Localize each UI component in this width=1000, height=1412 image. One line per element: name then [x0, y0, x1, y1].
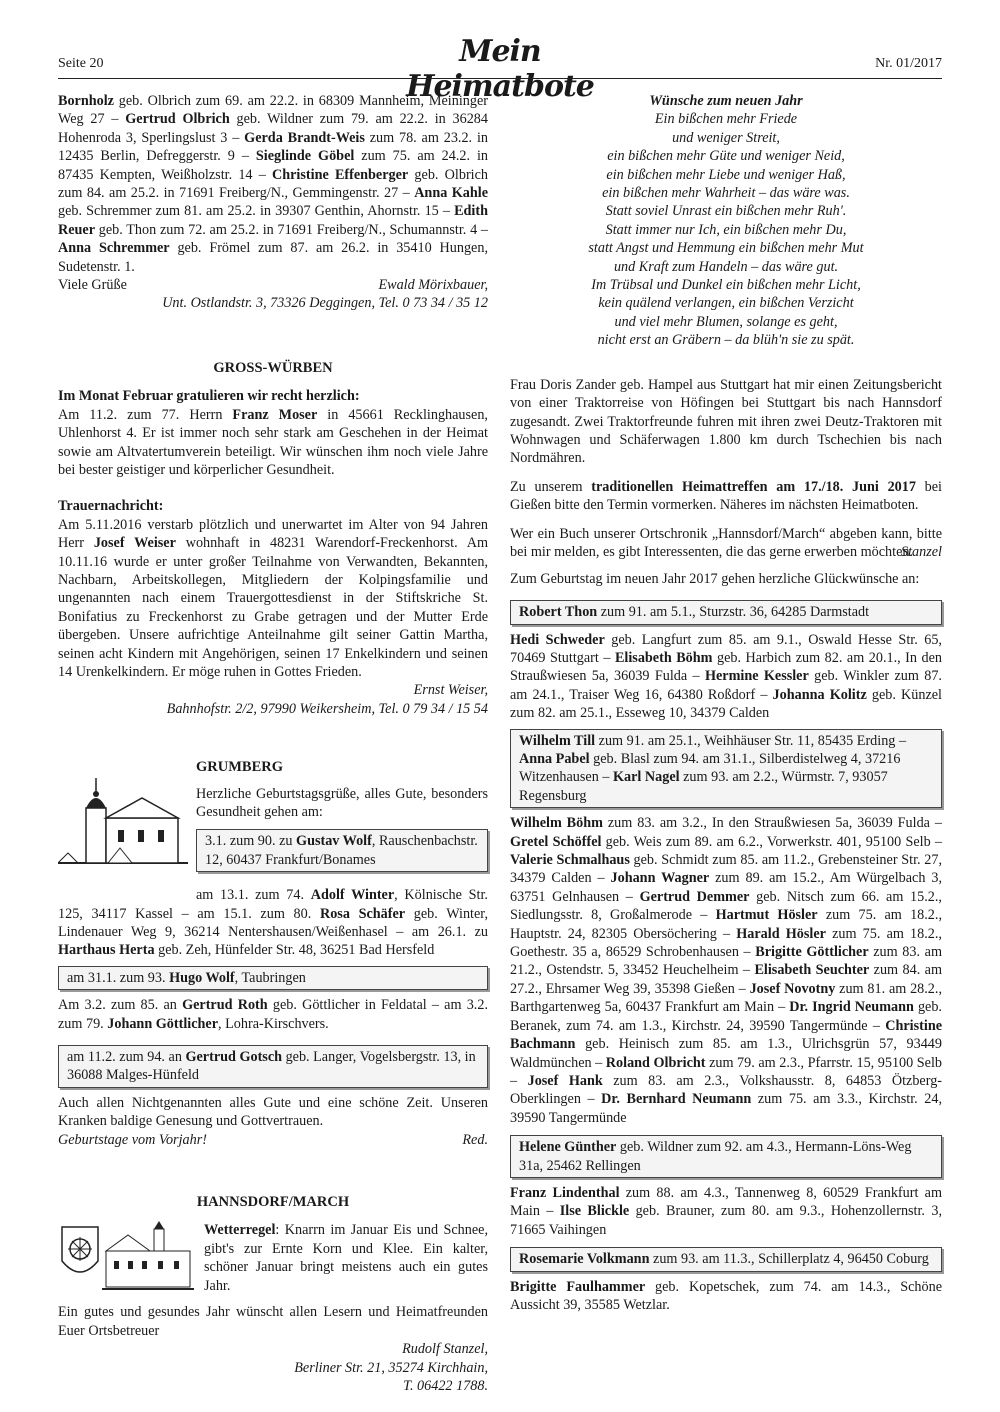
birthday-box-rosemarie-volkmann: Rosemarie Volkmann zum 93. am 11.3., Schillerplatz 4, 96450 Coburg: [510, 1247, 942, 1271]
section-title-grumberg: GRUMBERG: [196, 759, 283, 776]
hannsdorf-sign-tel: T. 06422 1788.: [403, 1378, 488, 1395]
section-subtitle: Im Monat Februar gratulieren wir recht herzlich:: [58, 388, 360, 405]
poem-line: statt Angst und Hemmung ein bißchen mehr Mut: [588, 240, 864, 257]
poem-line: Ein bißchen mehr Friede: [654, 111, 798, 128]
grumberg-feb: Am 3.2. zum 85. an Gertrud Roth geb. Göttlicher in Feldatal – am 3.2. zum 79. Johann Göttlicher, Lohra-Kirschvers.: [58, 997, 488, 1032]
poem-line: und weniger Streit,: [672, 129, 780, 146]
poem-line: nicht erst an Gräbern – da blüh'n sie zu spät.: [597, 332, 855, 349]
intro-birthdays: Bornholz geb. Olbrich zum 69. am 22.2. in 68309 Mannheim, Meininger Weg 27 – Gertrud Olbrich geb. Wildner zum 79. am 22.2. in 36284 Hohenroda 3, Sperlingslust 3 – Gerda Brandt-Weis zum 78. am 23.2. in 12435 Berlin, Defreggerstr. 9 – Sieglinde Göbel zum 75. am 24.2. in 87435 Kempten, Weißholzstr. 14 – Christine Effenberger geb. Olbrich zum 84. am 25.2. in 71691 Freiberg/N., Gemmingenstr. 27 – Anna Kahle geb. Schremmer zum 81. am 25.2. in 39307 Genthin, Ahornstr. 15 – Edith Reuer geb. Thon zum 72. am 25.2. in 71691 Freiberg/N., Schumannstr. 4 – Anna Schremmer geb. Frömel zum 87. am 26.2. in 35410 Hungen, Sudetenstr. 1.: [58, 93, 489, 275]
weather-rule: Wetterregel: Knarrn im Januar Eis und Schnee, gibt's zur Ernte Korn und Klee. Ein kalter, schöner Januar bringt meistens auch ein gutes Jahr.: [204, 1222, 488, 1294]
birthday-box-hugo-wolf: am 31.1. zum 93. Hugo Wolf, Taubringen: [58, 966, 488, 990]
page-number: Seite 20: [58, 56, 104, 71]
birthday-list-mar: Franz Lindenthal zum 88. am 4.3., Tannenweg 8, 60529 Frankfurt am Main – Ilse Blickle geb. Brauner, zum 80. am 9.3., Hohenzollernstr. 3, 71665 Vaihingen: [510, 1184, 942, 1238]
obituary-sign-address: Bahnhofstr. 2/2, 97990 Weikersheim, Tel. 0 79 34 / 15 54: [166, 700, 488, 717]
birthday-list-jan: Hedi Schweder geb. Langfurt zum 85. am 9.1., Oswald Hesse Str. 65, 70469 Stuttgart – Elisabeth Böhm geb. Harbich zum 82. am 20.1., In den Straußwiesen 5a, 36039 Fulda – Hermine Kessler geb. Winkler zum 87. am 24.1., Traiser Weg 16, 64380 Roßdorf – Johanna Kolitz geb. Künzel zum 82. am 25.1., Esseweg 10, 34379 Calden: [510, 631, 942, 722]
section-title-hannsdorf: HANNSDORF/MARCH: [196, 1194, 350, 1211]
poem-line: kein quälend verlangen, ein bißchen Verzicht: [598, 295, 854, 312]
greeting: Viele Grüße: [58, 277, 127, 294]
poem-line: ein bißchen mehr Liebe und weniger Haß,: [606, 166, 846, 183]
grumberg-intro: Herzliche Geburtstagsgrüße, alles Gute, besonders Gesundheit gehen am:: [196, 785, 488, 820]
birthday-box-robert-thon: Robert Thon zum 91. am 5.1., Sturzstr. 36, 64285 Darmstadt: [510, 600, 942, 624]
birthday-box-helene-guenther: Helene Günther geb. Wildner zum 92. am 4.3., Hermann-Löns-Weg 31a, 25462 Rellingen: [510, 1135, 942, 1178]
greeting-row: [58, 276, 488, 294]
poem-line: und Kraft zum Handeln – das wäre gut.: [613, 258, 839, 275]
new-year-wish: Ein gutes und gesundes Jahr wünscht allen Lesern und Heimatfreunden Euer Ortsbetreuer: [58, 1304, 488, 1339]
birthday-box-wilhelm-till: Wilhelm Till zum 91. am 25.1., Weihhäuser Str. 11, 85435 Erding – Anna Pabel geb. Blasl zum 94. am 31.1., Silberdistelweg 4, 37216 Witzenhausen – Karl Nagel zum 93. am 2.2., Würmstr. 7, 93057 Regensburg: [510, 729, 942, 809]
grumberg-list: am 13.1. zum 74. Adolf Winter, Kölnische Str. 125, 34117 Kassel – am 15.1. zum 80. Rosa Schäfer geb. Winter, Lindenauer Weg 9, 36214 Nentershausen/Weißenhasel – am 26.1. zu Harthaus Herta geb. Zeh, Hünfelder Str. 48, 36251 Bad Hersfeld: [58, 887, 488, 959]
birthday-box-gertrud-gotsch: am 11.2. zum 94. an Gertrud Gotsch geb. Langer, Vogelsbergstr. 13, in 36088 Malges-Hünfeld: [58, 1045, 488, 1088]
poem-line: ein bißchen mehr Güte und weniger Neid,: [607, 148, 845, 165]
poem: [510, 110, 942, 349]
birthday-list-feb: Wilhelm Böhm zum 83. am 3.2., In den Straußwiesen 5a, 36039 Fulda – Gretel Schöffel geb. Weis zum 89. am 6.2., Vorwerkstr. 401, 95100 Selb – Valerie Schmalhaus geb. Schmidt zum 85. am 11.2., Grebensteiner Str. 27, 34379 Calden – Johann Wagner zum 89. am 15.2., Am Würgelbach 3, 63751 Gelnhausen – Gertrud Demmer geb. Nitsch zum 66. am 15.2., Siedlungsstr. 8, Großalmerode – Hartmut Hösler zum 75. am 18.2., Hauptstr. 24, 82305 Obersöchering – Harald Hösler zum 75. am 18.2., Goethestr. 35 a, 86529 Schrobenhausen – Brigitte Göttlicher zum 83. am 21.2., Ostendstr. 5, 33452 Heuchelheim – Elisabeth Seuchter zum 84. am 27.2., Ehrsamer Weg 39, 35398 Gießen – Josef Novotny zum 81. am 28.2., Barthgartenweg 5a, 60437 Frankfurt am Main – Dr. Ingrid Neumann geb. Beranek, zum 74. am 1.3., Kirchstr. 24, 39590 Tangermünde – Christine Bachmann geb. Heinisch zum 85. am 1.3., Ulrichsgrün 57, 93449 Waldmünchen – Roland Olbricht zum 79. am 2.3., Pfarrstr. 15, 95100 Selb – Josef Hank zum 83. am 2.3., Volkshausstr. 8, 64853 Ötzberg-Oberklingen – Dr. Bernhard Neumann zum 75. am 3.3., Kirchstr. 24, 39590 Tangermünde: [510, 815, 943, 1126]
poem-line: Statt soviel Unrast ein bißchen mehr Ruh'.: [605, 203, 847, 220]
obituary-text: Am 5.11.2016 verstarb plötzlich und unerwartet im Alter von 94 Jahren Herr Josef Weiser wohnhaft in 48231 Warendorf-Freckenhorst. Am 10.11.16 wurde er unter großer Teilnahme von Verwandten, Bekannten, Nachbarn, Arbeitskollegen, Mitgliedern der Kolpingsfamilie und ungenannten nach einem Trauergottesdienst in der Stiftskriche St. Bonifatius zu Freckenhorst zu Grabe getragen und der Mutter Erde übergeben. Unsere aufrichtige Anteilnahme gilt seiner Gattin Martha, seinen acht Kindern mit Angehörigen, seinen 17 Enkelkindern und seinen 14 Urenkelkindern. Er möge ruhen in Gottes Frieden.: [58, 516, 488, 680]
grumberg-section: [58, 758, 488, 960]
poem-title: Wünsche zum neuen Jahr: [649, 93, 803, 109]
poem-line: Statt immer nur Ich, ein bißchen mehr Du,: [605, 221, 847, 238]
church-illustration: [58, 758, 188, 878]
grumberg-note-row: [58, 1131, 488, 1149]
header-rule: [58, 78, 942, 79]
zander-report: Frau Doris Zander geb. Hampel aus Stuttgart hat mir einen Zeitungsbericht von einer Traktorreise von Höfingen bei Stuttgart bis nach Hannsdorf zugesandt. Zwei Traktorfreunde fuhren mit ihren zwei Deutz-Traktoren mit Wohnwagen und Schäferwagen 1.800 km durch Tschechien bis nach Nordmähren.: [510, 376, 942, 467]
birthday-faulhammer: Brigitte Faulhammer geb. Kopetschek, zum 74. am 14.3., Schöne Aussicht 39, 35585 Wetzlar.: [510, 1278, 943, 1313]
birthday-box-gustav-wolf: 3.1. zum 90. zu Gustav Wolf, Rauschenbachstr. 12, 60437 Frankfurt/Bonames: [196, 829, 488, 872]
hannsdorf-sign-name: Rudolf Stanzel,: [402, 1341, 488, 1358]
poem-line: und viel mehr Blumen, solange es geht,: [614, 313, 838, 330]
grumberg-closing: Auch allen Nichtgenannten alles Gute und eine schöne Zeit. Unseren Kranken baldige Genesung und Gottvertrauen.: [58, 1094, 488, 1130]
book-request-sign: Stanzel: [901, 544, 942, 561]
obituary-sign-name: Ernst Weiser,: [413, 682, 488, 699]
hannsdorf-sign-address: Berliner Str. 21, 35274 Kirchhain,: [294, 1359, 488, 1376]
signature-address: Unt. Ostlandstr. 3, 73326 Deggingen, Tel. 0 73 34 / 35 12: [162, 295, 488, 312]
birthday-intro: Zum Geburtstag im neuen Jahr 2017 gehen herzliche Glückwünsche an:: [510, 570, 920, 587]
left-column: [58, 92, 488, 1396]
book-request: Wer ein Buch unserer Ortschronik „Hannsdorf/March“ abgeben kann, bitte bei mir melden, es gibt Interessenten, die das gerne erwerben möchten.: [510, 525, 942, 560]
obituary-title: Trauernachricht:: [58, 498, 164, 515]
poem-line: ein bißchen mehr Wahrheit – das wäre was.: [602, 185, 850, 202]
congrats-paragraph: Am 11.2. zum 77. Herrn Franz Moser in 45661 Recklinghausen, Uhlenhorst 4. Er ist immer noch sehr stark am Geschehen in der Heimat sowie am Altvatertumverein beteiligt. Wir wünschen ihm noch viele Jahre bei bester geistiger und körperlicher Gesundheit.: [58, 406, 488, 478]
heimattreffen-notice: Zu unserem traditionellen Heimattreffen am 17./18. Juni 2017 bei Gießen bitte den Termin vormerken. Näheres im nächsten Heimatboten.: [510, 478, 943, 514]
town-illustration: [58, 1221, 196, 1295]
signature-name: Ewald Mörixbauer,: [378, 277, 488, 294]
right-column: [510, 92, 942, 1314]
grumberg-red: Red.: [462, 1131, 488, 1148]
hannsdorf-section: [58, 1193, 488, 1395]
section-title-gross-wuerben: GROSS-WÜRBEN: [213, 359, 333, 376]
issue-number: Nr. 01/2017: [875, 56, 942, 71]
grumberg-note: Geburtstage vom Vorjahr!: [58, 1131, 207, 1148]
masthead-title: Mein Heimatbote: [406, 34, 594, 104]
poem-line: Im Trübsal und Dunkel ein bißchen mehr Licht,: [591, 277, 861, 294]
